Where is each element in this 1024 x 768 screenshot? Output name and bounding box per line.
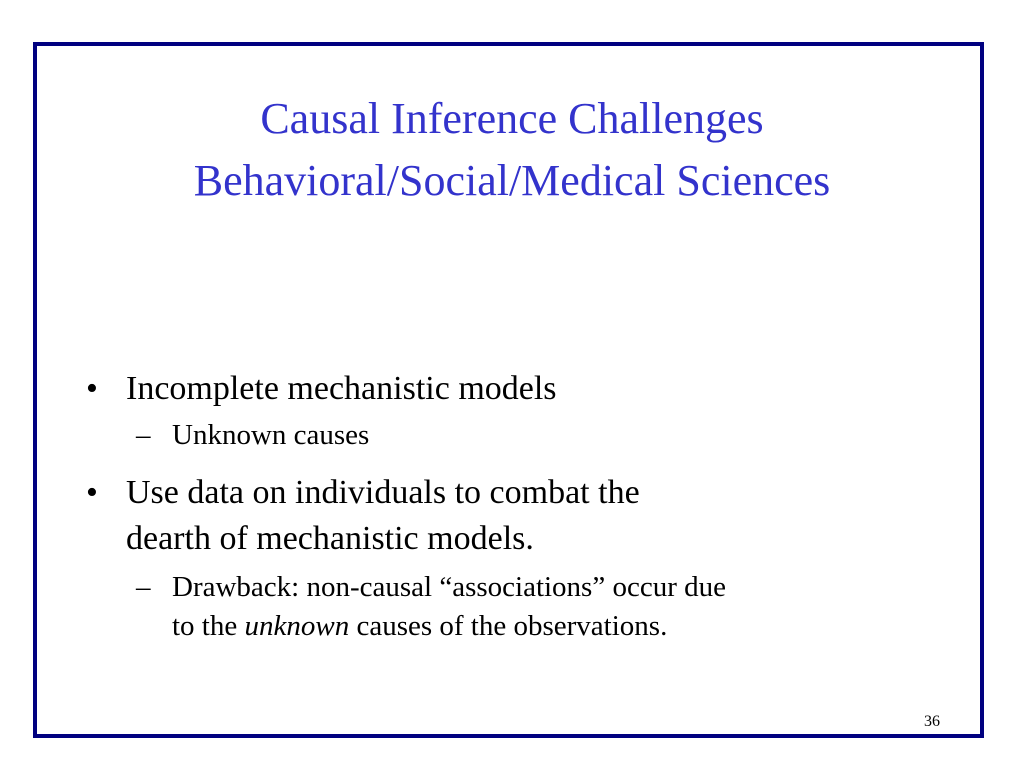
sub-bullet-item [86,416,966,455]
emphasized-text: unknown [244,610,350,642]
slide-title [40,88,984,212]
title-line-2: Behavioral/Social/Medical Sciences [193,156,831,205]
bullet-text-line: Use data on individuals to combat the [126,474,640,511]
bullet-text-line: dearth of mechanistic models. [126,520,534,557]
bullet-item [86,366,966,412]
sub-bullet-text-line [172,607,966,646]
sub-bullet-item [86,568,966,646]
sub-bullet-marker: – [136,571,151,603]
sub-bullet-text: Unknown causes [172,419,370,451]
text-span: causes of the observations. [349,610,668,642]
bullet-marker: • [86,474,98,511]
page-number: 36 [924,713,940,730]
bullet-text: Incomplete mechanistic models [126,370,557,407]
bullet-marker: • [86,370,98,407]
slide-body [86,366,966,646]
bullet-item [86,470,966,562]
text-span: to the [172,610,245,642]
title-line-1: Causal Inference Challenges [260,94,764,143]
sub-bullet-text-line: Drawback: non-causal “associations” occur due [172,571,726,603]
sub-bullet-marker: – [136,419,151,451]
